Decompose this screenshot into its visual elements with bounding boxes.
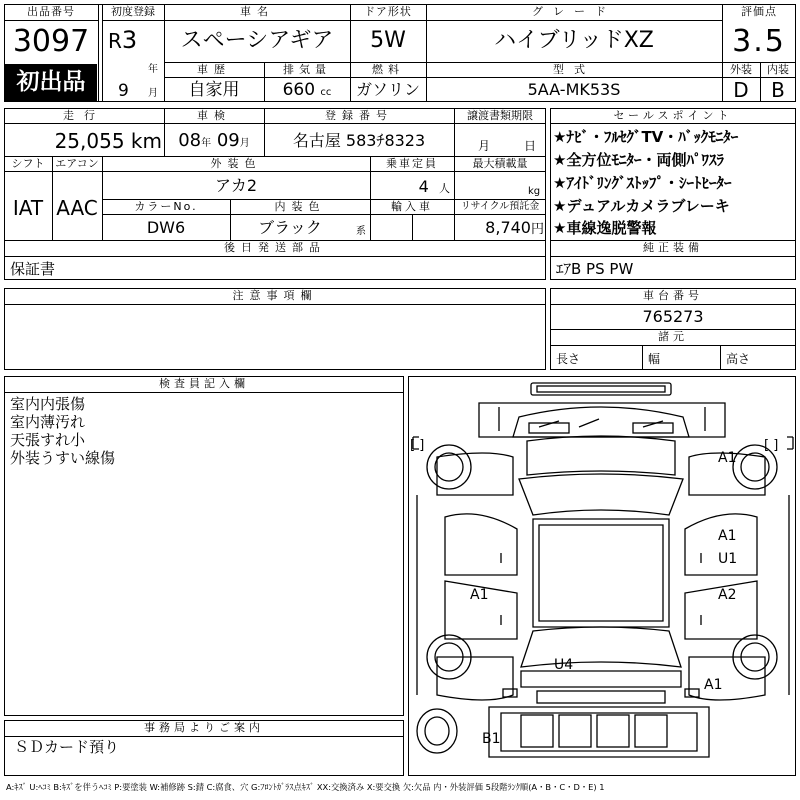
door-label: ドア形状 <box>364 5 412 18</box>
capacity-value: 4 <box>418 177 429 196</box>
damage-mark-a1-left-rear-door: A1 <box>470 587 489 603</box>
shift-label: シフト <box>11 157 45 170</box>
sales-point-5: ★車線逸脱警報 <box>553 219 657 237</box>
damage-mark-a1-right-front-door: A1 <box>718 528 737 544</box>
int-color: ブラック <box>258 218 322 237</box>
later-parts-label: 後日発送部品 <box>224 241 326 254</box>
capacity-label: 乗車定員 <box>386 157 438 170</box>
inspection-month: 09 <box>216 130 240 151</box>
inspector-note-3: 天張すれ小 <box>10 431 86 449</box>
damage-mark-a2-right-rear-door: A2 <box>718 587 737 603</box>
office-label: 事務局よりご案内 <box>144 721 264 734</box>
first-reg-month: 9 <box>118 81 129 101</box>
sales-point-2: ★全方位ﾓﾆﾀｰ・両側ﾊﾟﾜｽﾗ <box>553 151 724 169</box>
ac: AAC <box>56 196 98 220</box>
exterior-grade: D <box>733 78 749 102</box>
sales-point-4: ★デュアルカメラブレーキ <box>553 197 730 215</box>
car-name-label: 車名 <box>240 5 274 18</box>
displacement-unit: cc <box>320 87 332 98</box>
office-text: ＳＤカード預り <box>14 738 120 756</box>
later-parts-value: 保証書 <box>10 260 56 278</box>
grade-label: グレード <box>532 5 616 18</box>
damage-mark-a1-front-right: A1 <box>718 450 737 466</box>
inspection-year-unit: 年 <box>201 138 212 149</box>
year-unit: 年 <box>148 64 158 75</box>
fuel-label: 燃料 <box>372 63 404 76</box>
damage-mark-b1-rear-bumper: B1 <box>482 731 501 747</box>
model-label: 型式 <box>553 63 595 76</box>
ac-label: エアコン <box>55 157 99 170</box>
capacity-unit: 人 <box>439 182 450 195</box>
history: 自家用 <box>188 80 240 100</box>
plate-label: 登録番号 <box>325 109 393 122</box>
first-reg-era <box>108 28 137 53</box>
int-color-suffix: 系 <box>356 226 366 237</box>
import-label: 輸入車 <box>391 200 433 213</box>
fuel: ガソリン <box>355 80 420 99</box>
year: 3 <box>121 26 138 54</box>
transfer-day-unit: 日 <box>524 139 537 153</box>
damage-mark-a1-rear-right: A1 <box>704 677 723 693</box>
interior-label: 内装 <box>767 63 789 76</box>
legend: A:ｷｽﾞ U:ﾍｺﾐ B:ｷｽﾞを伴うﾍｺﾐ P:要塗装 W:補修跡 S:錆 C:腐食、穴 G:ﾌﾛﾝﾄｶﾞﾗｽ点ｷｽﾞ XX:交換済み X:要交換 欠:欠品 内・外装評価 5段階ﾗﾝｸ順(A・B・C・D・E) 1 <box>6 782 605 792</box>
transfer-month-unit: 月 <box>478 139 491 153</box>
car-outline-diagram <box>409 377 797 777</box>
lot-label: 出品番号 <box>27 5 75 18</box>
capacity <box>370 176 450 200</box>
displacement-value: 660 <box>282 80 316 100</box>
inspector-note-4: 外装うすい線傷 <box>10 449 116 467</box>
sales-points-label: セールスポイント <box>613 109 733 122</box>
shift: IAT <box>12 196 44 220</box>
load-label: 最大積載量 <box>472 157 528 170</box>
exterior-label: 外装 <box>730 63 752 76</box>
bracket-right: [ ] <box>764 438 779 453</box>
grade: ハイブリッドXZ <box>494 28 654 53</box>
inspector-label: 検査員記入欄 <box>159 377 249 390</box>
first-reg-label: 初度登録 <box>111 5 155 18</box>
chassis-label: 車台番号 <box>643 289 703 302</box>
caution-label: 注意事項欄 <box>232 289 318 302</box>
equipment: ｴｱB PS PW <box>556 260 634 278</box>
displacement-label: 排気量 <box>283 63 331 76</box>
equipment-label: 純正装備 <box>643 241 703 254</box>
inspector-note-1: 室内内張傷 <box>10 395 86 413</box>
inspection-year: 08 <box>178 130 202 151</box>
score: 3.5 <box>732 24 786 59</box>
transfer-label: 譲渡書類期限 <box>467 109 533 122</box>
inspection <box>164 128 264 157</box>
chassis-number: 765273 <box>642 307 704 326</box>
door-type: 5W <box>370 28 406 53</box>
displacement <box>264 78 350 105</box>
color-no: DW6 <box>146 218 186 237</box>
sales-point-1: ★ﾅﾋﾞ・ﾌﾙｾｸﾞTV・ﾊﾞｯｸﾓﾆﾀｰ <box>553 128 739 146</box>
sales-point-3: ★ｱｲﾄﾞﾘﾝｸﾞｽﾄｯﾌﾟ・ｼｰﾄﾋｰﾀｰ <box>553 174 732 192</box>
ext-color-label: 外装色 <box>210 157 262 170</box>
mileage <box>4 128 162 154</box>
damage-mark-u4-rear: U4 <box>554 657 574 673</box>
plate: 名古屋 583ﾁ8323 <box>292 131 426 150</box>
inspector-note-2: 室内薄汚れ <box>10 413 86 431</box>
int-color-label: 内装色 <box>274 200 326 213</box>
length-label: 長さ <box>556 352 581 366</box>
month-unit: 月 <box>148 88 158 99</box>
dims-label: 諸元 <box>658 330 688 343</box>
recycle-value: 8,740 <box>485 218 531 237</box>
history-label: 車歴 <box>197 63 231 76</box>
inspection-month-unit: 月 <box>239 138 250 149</box>
color-no-label: カラーNo. <box>134 200 198 213</box>
mileage-label: 走行 <box>63 109 105 122</box>
model: 5AA-MK53S <box>527 80 621 99</box>
interior-grade: B <box>771 78 785 102</box>
car-name: スペーシアギア <box>180 28 334 53</box>
damage-mark-u1-right-front-door: U1 <box>718 551 738 567</box>
mileage-unit: km <box>130 129 162 153</box>
height-label: 高さ <box>726 352 751 366</box>
lot-number: 3097 <box>12 24 90 59</box>
width-label: 幅 <box>648 352 661 366</box>
recycle-label: リサイクル預託金 <box>460 201 540 212</box>
ext-color: アカ2 <box>214 176 258 195</box>
recycle-unit: 円 <box>530 222 544 237</box>
car-diagram <box>408 376 796 776</box>
recycle <box>454 216 544 242</box>
inspection-label: 車検 <box>197 109 231 122</box>
mileage-value: 25,055 <box>54 129 125 153</box>
bracket-left: [ ] <box>410 438 425 453</box>
era: R <box>108 29 122 53</box>
first-listing-badge: 初出品 <box>5 64 97 101</box>
load-unit: kg <box>528 186 541 197</box>
score-label: 評価点 <box>741 5 777 18</box>
